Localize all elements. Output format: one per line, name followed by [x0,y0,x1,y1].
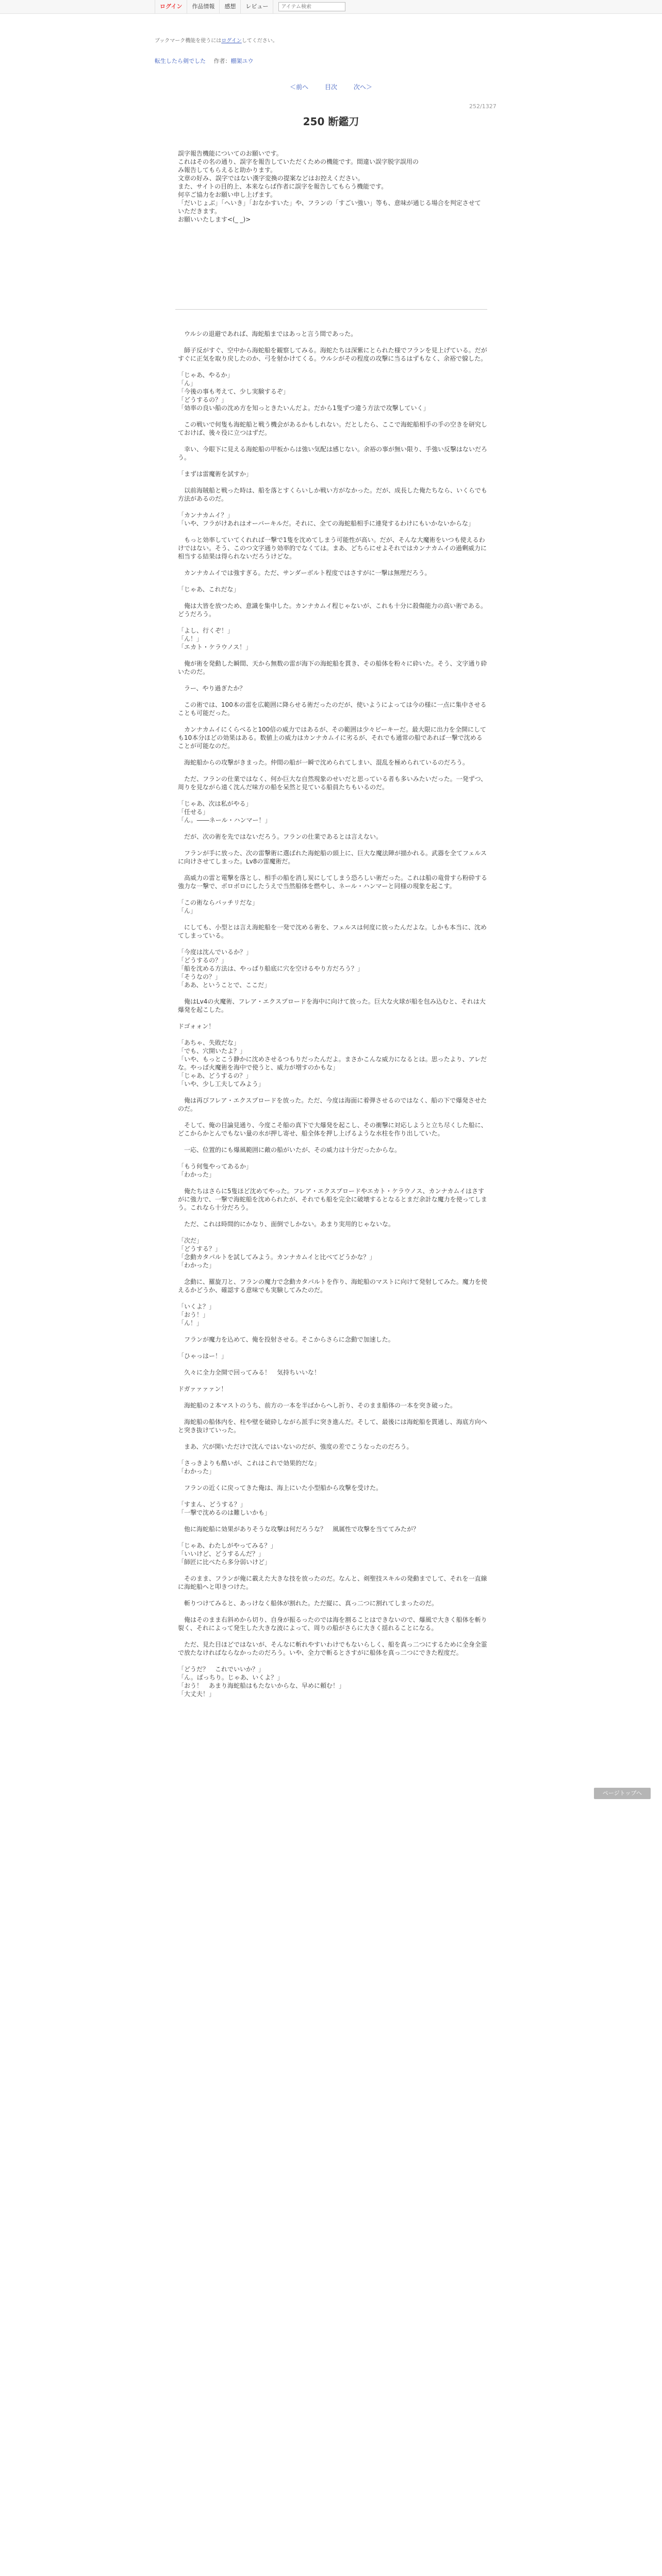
body-paragraph: 俺は大皆を放つため、意識を集中した。カンナカムイ程じゃないが、これも十分に殺傷能力の高い術である。どうだろう。 [178,602,487,618]
chapter-title: 250 断鑑刀 [303,115,359,128]
body-paragraph: 俺は再びフレア・エクスプロードを放った。ただ、今度は海面に着弾させるのではなく、船の下で爆発させたのだ。 [178,1097,487,1112]
body-paragraph: ラー、やり過ぎたか？ [178,685,246,692]
body-paragraph: ただ、これは時間的にかなり、面倒でしかない。あまり実用的じゃないな。 [178,1221,395,1228]
nav-items [155,0,345,13]
body-paragraph: ウルシの退避であれば、海蛇船まではあっと言う間であった。 [178,330,357,337]
body-paragraph: 高威力の雷と電撃を落とし、相手の船を消し炭にしてしまう恐ろしい術だった。これは船の竜骨すら粉砕する強力な一撃で、ボロボロにしたうえで当然船体を燃やし、ネール・ハンマーと同様の現象を起こす。 [178,874,488,890]
body-paragraph: まあ、穴が開いただけで沈んではいないのだが、強度の差でこうなったのだろう。 [178,1443,413,1450]
body-paragraph: 「今度は沈んでいるか？」 「どうするの？」 「船を沈める方法は、やっぱり船底に穴を空けるやり方だろう？」 「そうなの？」 「ああ、ということで、ここだ」 [178,948,364,989]
author-label: 作者： [213,58,231,64]
body-paragraph: 一応、位置的にも爆風範囲に敵の船がいたが、その威力は十分だったからな。 [178,1146,401,1154]
notice-login-link[interactable]: ログイン [221,38,242,44]
top-navigation-bar [0,0,662,14]
body-paragraph: 「次だ」 「どうする？」 「念動カタパルトを試してみよう。カンナカムイと比べてどうかな？」 「わかった」 [178,1237,376,1269]
body-paragraph: 「あちゃ、失敗だな」 「でも、穴開いたよ？」 「いや、もっとこう静かに沈めさせるつもりだったんだよ。まさかこんな威力になるとは。思ったより、アレだな。やっぱ火魔術を海中で使うと、威力が増すのかもな」 「じゃあ、どうするの？」 「いや、少し工夫してみよう」 [178,1039,487,1088]
preface-line: 何卒ご協力をお願い申し上げます。 [178,191,277,198]
body-paragraph: 海蛇船の２本マストのうち、前方の一本を半ばからへし折り、そのまま船体の一本を突き破った。 [178,1402,457,1409]
body-paragraph: ドゴォォン！ [178,1023,215,1030]
login-link[interactable]: ログイン [155,0,187,13]
body-paragraph: 久々に全力全開で回ってみる！ 気持ちいいな！ [178,1369,321,1376]
section-divider [175,309,487,310]
body-paragraph: 「じゃあ、やるか」 「ん」 「今後の事も考えて、少し実験するぞ」 「どうするの？」 「効率の良い船の沈め方を知っときたいんだよ。だから1隻ずつ違う方法で攻撃していく」 [178,371,429,412]
preface-line: み報告してもらえると助かります。 [178,166,277,174]
prev-chapter-link[interactable]: ＜前へ [290,83,309,91]
works-info-link[interactable]: 作品情報 [187,0,220,13]
body-paragraph: カンナカムイでは強すぎる。ただ、サンダーボルト程度ではさすがに一撃は無理だろう。 [178,569,431,577]
search-input[interactable] [278,2,345,11]
body-paragraph: ドガァァァァン！ [178,1385,227,1393]
impressions-link[interactable]: 感想 [220,0,241,13]
body-paragraph: 幸い、今眼下に見える海蛇船の甲板からは強い気配は感じない。余裕の事が無い限り、手強い反撃はないだろう。 [178,446,488,461]
series-title-link[interactable]: 転生したら剣でした [155,58,206,64]
body-paragraph: 俺たちはさらに5隻ほど沈めてやった。フレア・エクスプロードやエカト・ケラウノス、カンナカムイはさすがに強力で、一撃で海蛇船を沈められたが、それでも船を完全に破壊するとなるとまだ余計な魔力を使ってしまう。これなら十分だろう。 [178,1188,487,1211]
body-paragraph: 俺はLv4の火魔術、フレア・エクスプロードを海中に向けて放った。巨大な火球が船を包み込むと、それは大爆発を起こした。 [178,998,486,1013]
preface-line: いただきます。 [178,208,221,215]
page-counter: 252/1327 [469,103,496,110]
notice-suffix: してください。 [241,38,278,44]
preface-line: これはその名の通り、誤字を報告していただくための機能です。間違い誤字脱字誤用の [178,158,419,165]
preface-line: 「だいじょぶ」「へいき」「おなかすいた」や、フランの「すごい強い」等も、意味が通じる場合を判定させて [178,199,481,207]
body-paragraph: 「いくよ？」 「おう！」 「ん！」 [178,1303,216,1327]
preface-line: 誤字報告機能についてのお願いです。 [178,150,283,157]
preface-line: お願いいたします<(_ _)> [178,216,251,223]
body-paragraph: 海蛇船からの攻撃がきまった。仲間の船が一瞬で沈められてしまい、混乱を極められているのだろう。 [178,759,469,766]
preface-line: また、サイトの目的上、本来ならば作者に誤字を報告してもらう機能です。 [178,183,388,190]
body-paragraph: 以前海賊船と戦った時は、船を落とすくらいしか戦い方がなかった。だが、成長した俺たちなら、いくらでも方法があるのだ。 [178,487,487,502]
body-paragraph: カンナカムイにくらべると100倍の威力ではあるが、その範囲は少々ピーキーだ。最大限に出力を全開にしても10本分ほどの効果はある。数値上の威力はカンナカムイに劣るが、それでも通常の船であれば一撃で沈めることが可能なのだ。 [178,726,486,750]
body-paragraph: 俺が術を発動した瞬間、天から無数の雷が海下の海蛇船を貫き、その船体を粉々に砕いた。そう、文字通り砕いたのだ。 [178,660,487,675]
body-paragraph: フランが魔力を込めて、俺を投射させる。そこからさらに念動で加速した。 [178,1336,394,1343]
body-paragraph: 「まずは雷魔術を試すか」 [178,470,253,478]
chapter-body [178,330,487,1706]
body-paragraph: 「すまん、どうする？」 「一撃で沈めるのは難しいかも」 [178,1501,271,1516]
body-paragraph: ただ、フランの仕業ではなく、何か巨大な自然現象のせいだと思っている者も多いみたいだった。一発ずつ、周りを見ながら遠く沈んだ味方の船を呆然と見ている船員たちもいるのだ。 [178,775,487,791]
body-paragraph: 「もう何隻やってあるか」 「わかった」 [178,1163,253,1178]
body-paragraph: にしても、小型とは言え海蛇船を一発で沈める術を、フェルスは何度に放ったんだよな。しかも本当に、沈めてしまっている。 [178,924,487,939]
body-paragraph: そして、俺の目論見通り、今度こそ船の真下で大爆発を起こし、その衝撃に対応しようと立ち尽くした船に、どこからかとんでもない量の水が押し寄せ、船全体を押し上げるような水柱を作り出していた。 [178,1122,487,1137]
body-paragraph: 「カンナカムイ？」 「いや、フラがけあれはオーバーキルだ。それに、全ての海蛇船相手に連発するわけにもいかないからな」 [178,512,475,527]
body-paragraph: もっと効率していてくれれば一撃で1隻を沈めてしまう可能性が高い。だが、そんな大魔術をいつも使えるわけではない。そう、このつ文字通り効率的でなくては。まあ、どちらにせよそれではカンナカムイの過剰威力に相当する結果は得られないだろうけどな。 [178,536,487,560]
body-paragraph: この戦いで何隻も海蛇船と戦う機会があるかもしれない。だとしたら、ここで海蛇船相手の手の空きを研究しておけば、後々役に立つはずだ。 [178,421,488,436]
body-paragraph: 念動に、羅旋刀と、フランの魔力で念動カタパルトを作り、海蛇船のマストに向けて発射してみた。魔力を使えるかどうか、確認する意味でも実験してみたのだ。 [178,1278,487,1294]
body-paragraph: 師子反がすぐ、空中から海蛇船を観察してみる。海蛇たちは深紫にとられた様でフランを見上げている。だがすぐに正気を取り戻したのか、弓を射かけてくる。ウルシがその程度の攻撃に当るはずもなく、余裕で躱した。 [178,347,487,362]
body-paragraph: フランが手に放った、次の雷撃術に選ばれた海蛇船の頭上に、巨大な魔法陣が描かれる。武器を全てフェルスに向けさせてしまった。Lv8の雷魔術だ。 [178,850,487,865]
body-paragraph: 「どうだ？ これでいいか？」 「ん。ばっちり。じゃあ、いくよ？」 「おう！ あまり海蛇船はもたないからな、早めに頼む！」 「大丈夫！」 [178,1666,345,1698]
review-link[interactable]: レビュー [241,0,273,13]
body-paragraph: 「じゃあ、わたしがやってみる？」 「いいけど、どうするんだ？」 「師匠に比べたら多分弱いけど」 [178,1542,277,1566]
body-paragraph: 斬りつけてみると、あっけなく船体が割れた。ただ縦に、真っ二つに割れてしまったのだ。 [178,1600,438,1607]
body-paragraph: 「さっきよりも酷いが、これはこれで効果的だな」 「わかった」 [178,1460,321,1475]
body-paragraph: フランの近くに戻ってきた俺は、海上にいた小型船から攻撃を受けた。 [178,1484,383,1492]
author-link[interactable]: 棚架ユウ [230,58,254,64]
body-paragraph: だが、次の術を先ではないだろう。フランの仕業であるとは言えない。 [178,833,383,840]
body-paragraph: 「じゃあ、これだな」 [178,586,240,593]
page-top-button[interactable]: ページトップへ [594,1788,651,1799]
body-paragraph: この術では、100本の雷を広範囲に降らせる術だったのだが、使いようによっては今の様に一点に集中させることも可能だった。 [178,701,487,717]
body-paragraph: 俺はそのまま右斜めから切り、自身が振るったのでは海を割ることはできないので、爆風で大きく船体を斬り裂く、それによって発生した大きな波によって、周りの船がさらに大きく揺れることになる。 [178,1616,487,1632]
toc-link[interactable]: 目次 [324,83,337,91]
next-chapter-link[interactable]: 次へ＞ [353,83,372,91]
chapter-navigation [0,82,662,91]
preface-line: 文章の好み、誤字ではない漢字変換の提案などはお控えください。 [178,175,364,182]
preface [178,149,487,224]
body-paragraph: 「じゃあ、次は私がやる」 「任せる」 「ん。――ネール・ハンマー！」 [178,800,271,824]
bookmark-notice [155,36,278,44]
body-paragraph: 海蛇船の船体内を、柱や壁を破砕しながら派手に突き進んだ。そして、最後には海蛇船を貫通し、海底方向へと突き抜けていった。 [178,1418,487,1434]
body-paragraph: 「ひゃっはー！」 [178,1352,228,1360]
body-paragraph: ただ、見た目ほどではないが、そんなに斬れやすいわけでもないらしく、船を真っ二つにするために全身全霊で放たなければならなかったのだろう。いや、全力で斬るとさすがに船体を真っ二つにできた程度だ。 [178,1641,487,1656]
body-paragraph: 「この術ならバッチリだな」 「ん」 [178,899,259,914]
body-paragraph: 他に海蛇船に効果がありそうな攻撃は何だろうな？ 風属性で攻撃を当ててみたが？ [178,1526,420,1533]
series-info [155,57,254,65]
notice-prefix: ブックマーク機能を使うには [155,38,222,44]
body-paragraph: そのまま、フランが俺に載えた大きな技を放ったのだ。なんと、剣聖技スキルの発動までして、それを一直線に海蛇船へと叩きつけた。 [178,1575,487,1590]
body-paragraph: 「よし、行くぞ！」 「ん！」 「エカト・ケラウノス！」 [178,627,252,651]
